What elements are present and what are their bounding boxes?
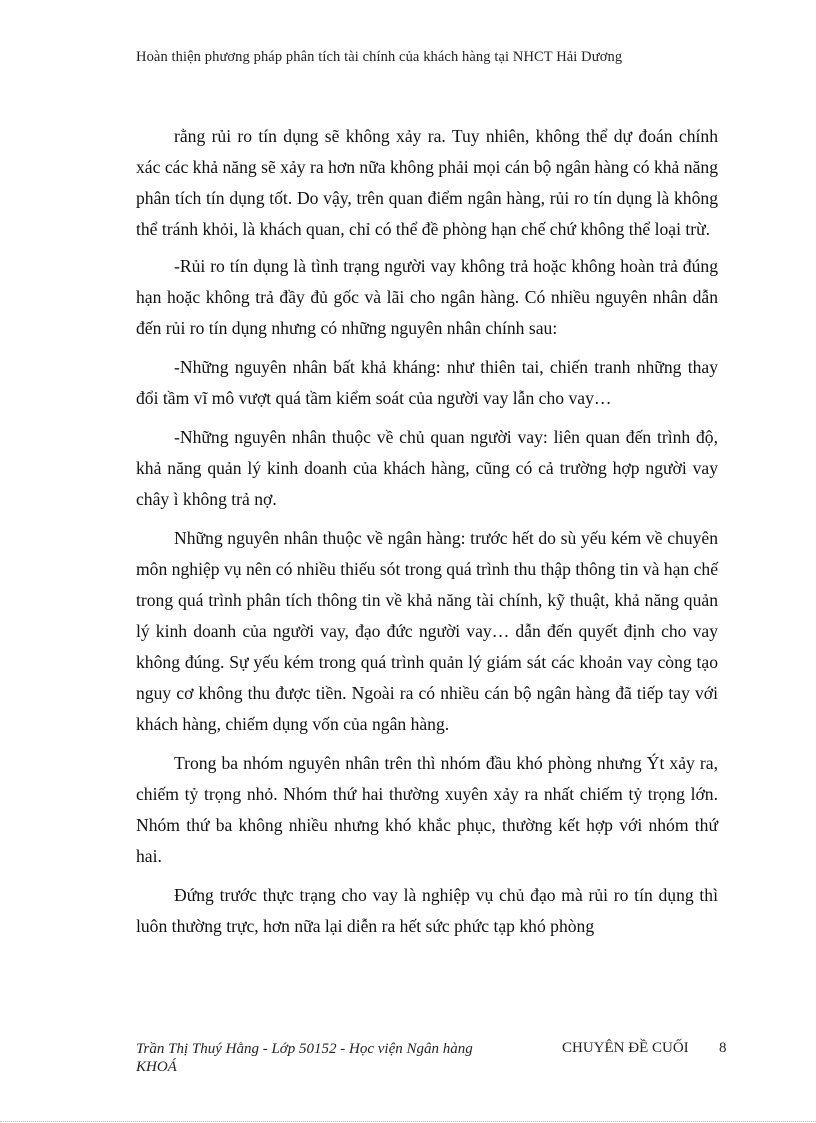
paragraph: rằng rủi ro tín dụng sẽ không xảy ra. Tuy nhiên, không thể dự đoán chính xác các khả năng sẽ xảy ra hơn nữa không phải mọi cán bộ ngân hàng có khả năng phân tích tín dụng tốt. Do vậy, trên quan điểm ngân hàng, rủi ro tín dụng là không thể tránh khỏi, là khách quan, chỉ có thể đề phòng hạn chế chứ không thể loại trừ. [136, 126, 718, 239]
paragraph: Đứng trước thực trạng cho vay là nghiệp vụ chủ đạo mà rủi ro tín dụng thì luôn thường trực, hơn nữa lại diễn ra hết sức phức tạp khó phòng [136, 885, 718, 936]
paragraph: -Những nguyên nhân bất khả kháng: như thiên tai, chiến tranh những thay đổi tầm vĩ mô vượt quá tầm kiểm soát của người vay lẫn cho vay… [136, 357, 718, 408]
paragraph: -Rủi ro tín dụng là tình trạng người vay không trả hoặc không hoàn trả đúng hạn hoặc không trả đầy đủ gốc và lãi cho ngân hàng. Có nhiều nguyên nhân dẫn đến rủi ro tín dụng nhưng có những nguyên nhân chính sau: [136, 256, 718, 338]
page-number: 8 [719, 1040, 727, 1056]
paragraph: Trong ba nhóm nguyên nhân trên thì nhóm đầu khó phòng nhưng Ýt xảy ra, chiếm tỷ trọng nhỏ. Nhóm thứ hai thường xuyên xảy ra nhất chiếm tỷ trọng lớn. Nhóm thứ ba không nhiều nhưng khó khắc phục, thường kết hợp với nhóm thứ hai. [136, 753, 718, 866]
paragraph: -Những nguyên nhân thuộc về chủ quan người vay: liên quan đến trình độ, khả năng quản lý kinh doanh của khách hàng, cũng có cả trường hợp người vay chây ì không trả nợ. [136, 427, 718, 509]
footer-author: Trần Thị Thuý Hằng - Lớp 50152 - Học viện Ngân hàng KHOÁ [136, 1041, 473, 1075]
footer-label: CHUYÊN ĐỀ CUỐI [562, 1040, 689, 1056]
document-body [136, 121, 718, 950]
page-header: Hoàn thiện phương pháp phân tích tài chính của khách hàng tại NHCT Hải Dương [136, 49, 623, 65]
page-bottom-divider [0, 1121, 816, 1122]
paragraph: Những nguyên nhân thuộc về ngân hàng: trước hết do sù yếu kém về chuyên môn nghiệp vụ nên có nhiều thiếu sót trong quá trình thu thập thông tin và hạn chế trong quá trình phân tích thông tin về khả năng tài chính, kỹ thuật, khả năng quản lý kinh doanh của người vay, đạo đức người vay… dẫn đến quyết định cho vay không đúng. Sự yếu kém trong quá trình quản lý giám sát các khoản vay còng tạo nguy cơ không thu được tiền. Ngoài ra có nhiều cán bộ ngân hàng đã tiếp tay với khách hàng, chiếm dụng vốn của ngân hàng. [136, 528, 718, 734]
